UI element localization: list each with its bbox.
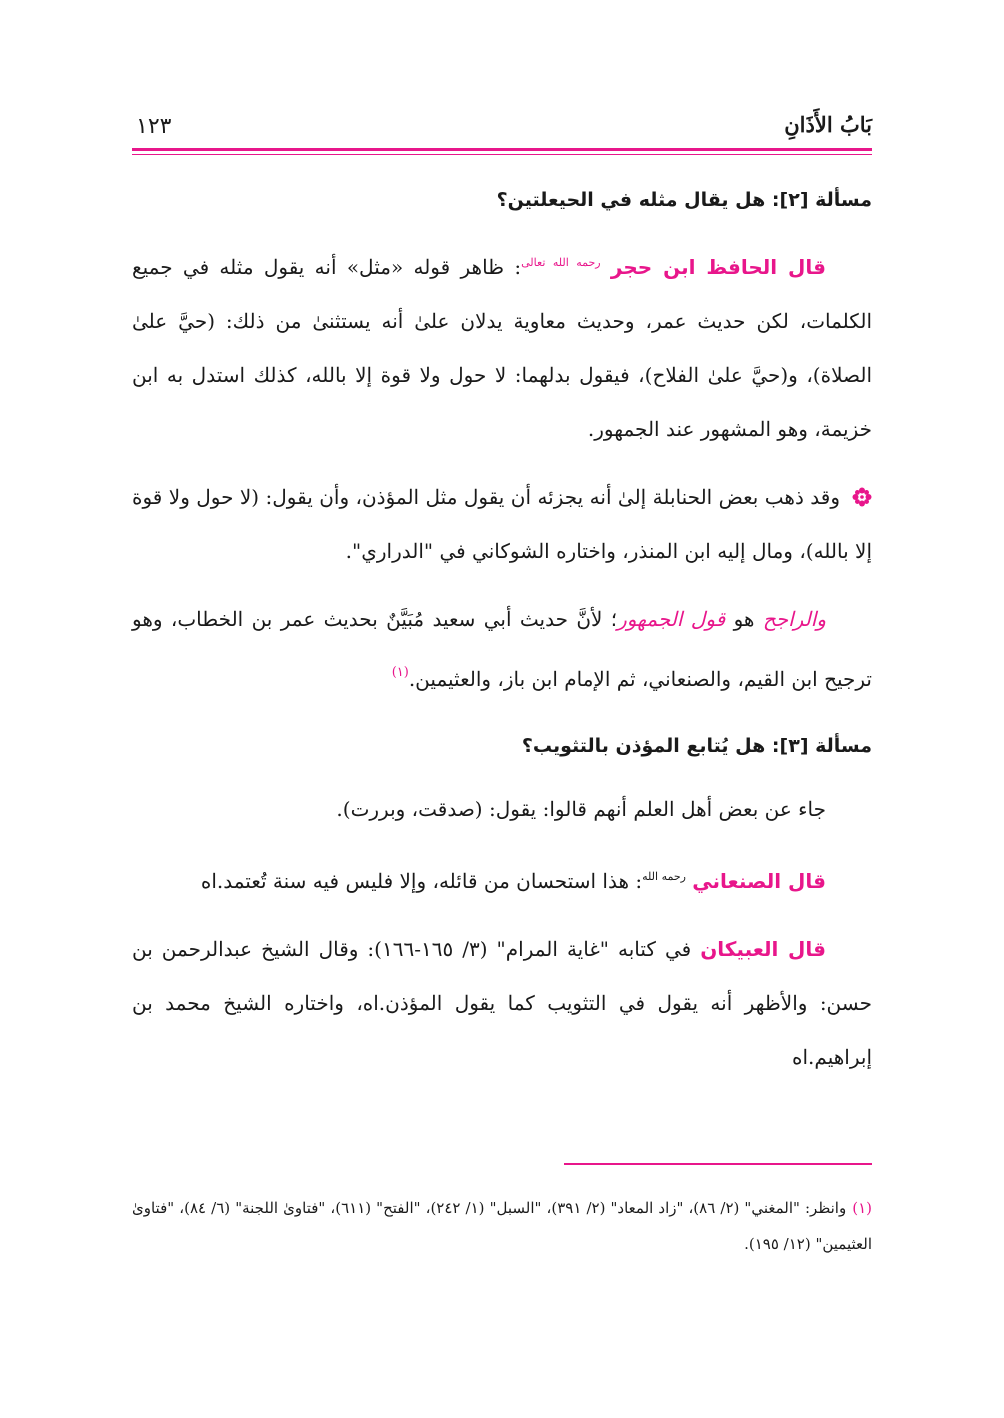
chapter-title: بَابُ الأَذَانِ [784, 112, 872, 137]
paragraph-ubaykan [132, 922, 872, 1084]
issue-heading-3: مسألة [٣]: هل يُتابع المؤذن بالتثويب؟ [521, 735, 872, 757]
paragraph-hanabila [132, 470, 872, 578]
jumhur-label: قول الجمهور [617, 607, 726, 631]
header-rule [132, 148, 872, 151]
paragraph-sanani [132, 850, 872, 908]
page-number: ١٢٣ [136, 114, 172, 139]
paragraph-rajih [132, 592, 872, 706]
paragraph-text: : ظاهر قوله «مثل» أنه يقول مثله في جميع الكلمات، لكن حديث عمر، وحديث معاوية يدلان علىٰ أنه يستثنىٰ من ذلك: (حيَّ علىٰ الصلاة)، و(حيَّ علىٰ الفلاح)، فيقول بدلهما: لا حول ولا قوة إلا بالله، كذلك استدل به ابن خزيمة، وهو المشهور عند الجمهور. [132, 255, 872, 441]
speaker-sanani: قال الصنعاني [692, 869, 826, 893]
paragraph-ahl-ilm: جاء عن بعض أهل العلم أنهم قالوا: يقول: (صدقت، وبررت). [336, 797, 826, 821]
footnotes [132, 1190, 872, 1262]
footnote-number: (١) [852, 1199, 872, 1217]
footnote-text: وانظر: "المغني" (٢/ ٨٦)، "زاد المعاد" (٢/ ٣٩١)، "السبل" (١/ ٢٤٢)، "الفتح" (٦١١)، "فتاوىٰ اللجنة" (٦/ ٨٤)، "فتاوىٰ العثيمين" (١٢/ ١٩٥). [132, 1199, 872, 1253]
paragraph-text: ؛ لأنَّ حديث أبي سعيد مُبَيَّنٌ بحديث عمر بن الخطاب، وهو ترجيح ابن القيم، والصنعاني، ثم الإمام ابن باز، والعثيمين. [132, 607, 872, 691]
footnote-separator [564, 1163, 872, 1165]
footnote-marker[interactable]: (١) [391, 665, 409, 680]
rajih-label: والراجح [762, 607, 826, 631]
paragraph-text: : هذا استحسان من قائله، وإلا فليس فيه سنة تُعتمد.اه [200, 869, 643, 893]
honorific-sanani: رحمه الله [642, 870, 686, 883]
honorific-ibn-hajar: رحمه الله تعالى [521, 256, 601, 269]
speaker-ibn-hajar: قال الحافظ ابن حجر [610, 255, 827, 279]
flower-ornament-icon [852, 487, 872, 507]
paragraph-text: هو [725, 607, 763, 631]
paragraph-text: وقد ذهب بعض الحنابلة إلىٰ أنه يجزئه أن يقول مثل المؤذن، وأن يقول: (لا حول ولا قوة إلا بالله)، ومال إليه ابن المنذر، واختاره الشوكاني في "الدراري". [132, 485, 872, 563]
speaker-ubaykan: قال العبيكان [700, 937, 826, 961]
paragraph-ibn-hajar [132, 236, 872, 456]
page-body [132, 170, 872, 1084]
issue-heading-2: مسألة [٢]: هل يقال مثله في الحيعلتين؟ [496, 189, 872, 211]
page-header [132, 108, 872, 148]
paragraph-text: في كتابه "غاية المرام" (٣/ ١٦٥-١٦٦): وقال الشيخ عبدالرحمن بن حسن: والأظهر أنه يقول في التثويب كما يقول المؤذن.اه، واختاره الشيخ محمد بن إبراهيم.اه [132, 937, 872, 1069]
header-rule-thin [132, 154, 872, 155]
